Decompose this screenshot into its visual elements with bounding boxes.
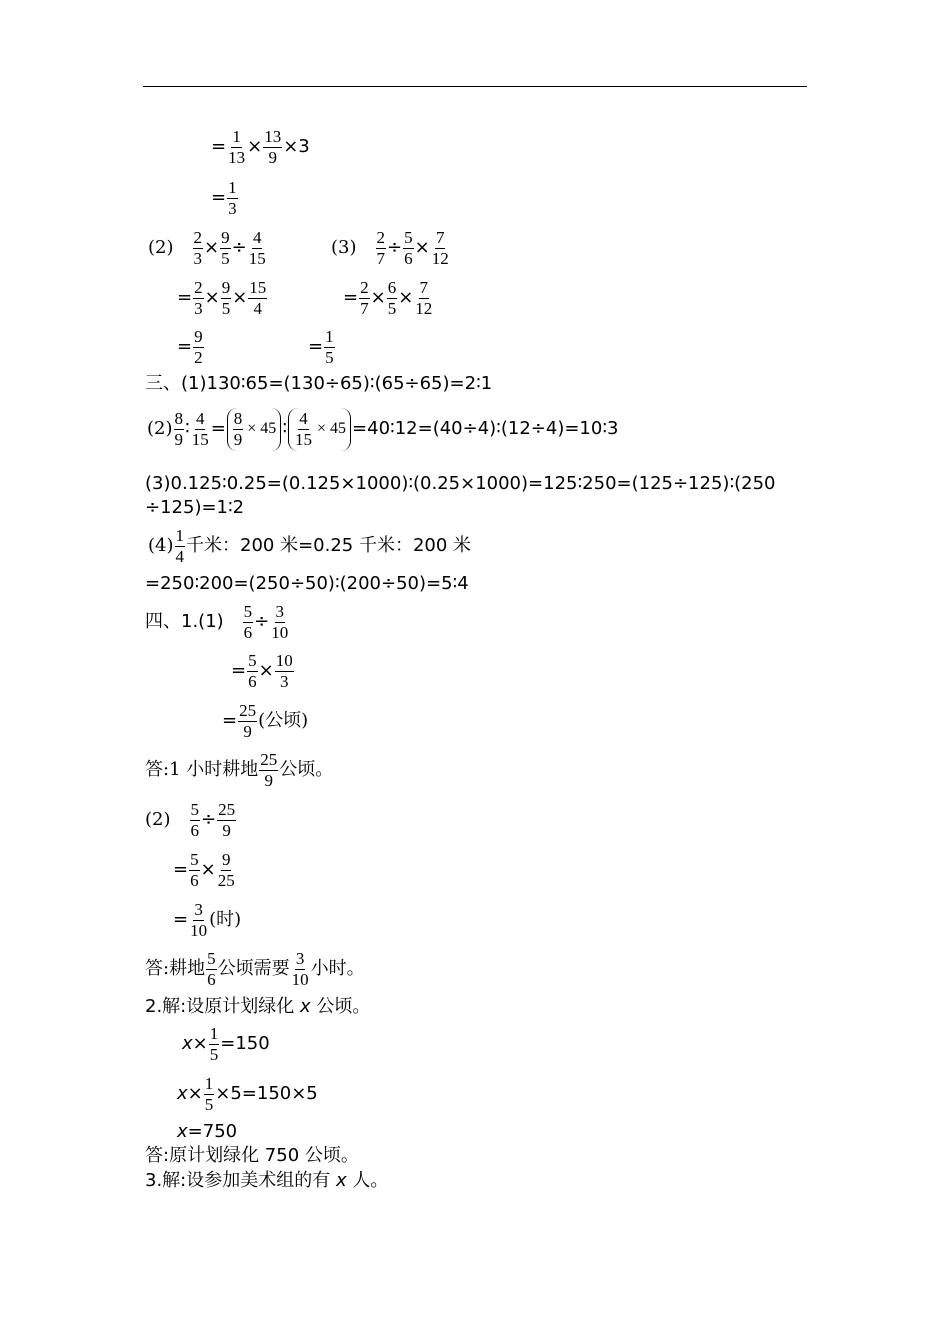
variable: x (177, 1083, 188, 1105)
fraction: $\frac{3}{10}$ (291, 949, 309, 989)
fraction: $\frac{5}{6}$ (248, 651, 257, 691)
equation-tail: ×5=150×5 (215, 1083, 318, 1105)
question-2-setup (145, 998, 370, 1016)
variable: x (335, 1170, 347, 1191)
question-3-setup (145, 1172, 388, 1190)
equals-sign: = (222, 710, 238, 732)
fraction: $\frac{25}{9}$ (218, 800, 236, 840)
variable: x (182, 1033, 193, 1055)
multiplier: × 45 (317, 420, 347, 438)
equals-sign: = (173, 859, 189, 881)
calc-line (211, 179, 239, 218)
item-label: (4) (148, 535, 174, 557)
operator: × (192, 1033, 208, 1055)
fraction: $\frac{2}{3}$ (194, 278, 203, 318)
fraction: $\frac{10}{3}$ (275, 651, 293, 691)
operator: × (414, 237, 430, 259)
equals-sign: = (211, 187, 227, 209)
section-3-line-4 (148, 527, 471, 566)
section-3-line-5: =250∶200=(250÷50)∶(200÷50)=5∶4 (145, 573, 469, 594)
item-label: (3) (331, 237, 357, 259)
operator: × (247, 136, 263, 158)
fraction: $\frac{7}{12}$ (431, 228, 449, 268)
equation-line (177, 1075, 318, 1114)
fraction: $\frac{1}{5}$ (204, 1074, 214, 1114)
fraction: $\frac{5}{6}$ (243, 602, 253, 642)
unit-label: (公顷) (258, 710, 309, 732)
setup-text: 人。 (346, 1170, 389, 1191)
operator: × (258, 660, 274, 682)
fraction: $\frac{25}{9}$ (239, 701, 257, 741)
answer-suffix: 小时。 (310, 958, 365, 980)
fraction: $\frac{2}{7}$ (360, 278, 369, 318)
calc-line (177, 279, 268, 318)
answer-line (145, 950, 365, 989)
fraction: $\frac{15}{4}$ (249, 278, 267, 318)
section-4-problem-1 (145, 603, 290, 642)
section-3-line-1: 三、(1)130∶65=(130÷65)∶(65÷65)=2∶1 (145, 373, 493, 394)
fraction: $\frac{5}{6}$ (404, 228, 413, 268)
section-3-line-3: (3)0.125∶0.25=(0.125×1000)∶(0.25×1000)=125∶250=(125÷125)∶(250 (145, 473, 776, 494)
operator: ÷ (387, 237, 403, 259)
operator: × (232, 287, 248, 309)
equals-sign: = (211, 136, 227, 158)
answer-line (145, 751, 333, 790)
fraction: $\frac{5}{6}$ (207, 949, 216, 989)
answer-middle: 公顷需要 (217, 958, 290, 980)
calc-line (222, 702, 308, 741)
equals-sign: = (177, 336, 193, 358)
operator: × (200, 859, 216, 881)
fraction: $\frac{9}{25}$ (217, 850, 235, 890)
equation-tail: =750 (187, 1121, 238, 1142)
fraction: $\frac{9}{5}$ (221, 278, 231, 318)
fraction: $\frac{4}{15}$ (248, 228, 266, 268)
calc-line (173, 851, 237, 890)
parenthesized-term (288, 408, 351, 451)
fraction: $\frac{4}{15}$ (295, 409, 312, 449)
equals-sign: = (231, 660, 247, 682)
equals-sign: = (308, 336, 324, 358)
fraction: $\frac{5}{6}$ (190, 800, 199, 840)
equation-line (182, 1025, 270, 1064)
parenthesized-term (227, 408, 282, 451)
operator-tail: ×3 (283, 136, 310, 158)
setup-text: 公顷。 (310, 996, 371, 1017)
operator: × (204, 237, 220, 259)
ratio-result: =40∶12=(40÷4)∶(12÷4)=10∶3 (352, 418, 619, 440)
operator: × (204, 287, 220, 309)
section-3-line-3-cont: ÷125)=1∶2 (145, 497, 245, 518)
fraction: $\frac{1}{5}$ (325, 327, 334, 367)
calc-line (231, 652, 295, 691)
setup-text: 2.解:设原计划绿化 (145, 996, 300, 1017)
section-3-line-2 (147, 408, 618, 451)
item-label: (2) (145, 809, 171, 831)
section-4-problem-2 (145, 801, 237, 840)
fraction: $\frac{5}{6}$ (190, 850, 199, 890)
fraction: $\frac{8}{9}$ (233, 409, 243, 449)
setup-text: 3.解:设参加美术组的有 (145, 1170, 336, 1191)
answer-prefix: 答:耕地 (145, 958, 206, 980)
item-label: (2) (147, 418, 173, 440)
answer-suffix: 公顷。 (279, 759, 334, 781)
problem-3-expression (331, 229, 451, 268)
calc-line (211, 128, 310, 167)
answer-line: 答:原计划绿化 750 公顷。 (145, 1145, 359, 1166)
answer-prefix: 答:1 小时耕地 (145, 759, 259, 781)
equals-sign: = (173, 909, 189, 931)
header-rule (143, 86, 807, 87)
fraction: $\frac{2}{3}$ (193, 228, 202, 268)
calc-line (343, 279, 434, 318)
fraction: $\frac{6}{5}$ (387, 278, 397, 318)
variable: x (177, 1121, 188, 1142)
fraction: $\frac{13}{9}$ (264, 127, 282, 167)
fraction: $\frac{1}{3}$ (228, 178, 237, 218)
problem-2-expression (148, 229, 268, 268)
operator: ÷ (254, 611, 270, 633)
multiplier: × 45 (247, 420, 277, 438)
ratio-colon: ∶ (185, 418, 190, 440)
fraction: $\frac{7}{12}$ (415, 278, 433, 318)
item-label: 四、1.(1) (145, 611, 224, 633)
calc-line (177, 328, 205, 367)
operator: ÷ (201, 809, 217, 831)
item-label: (2) (148, 237, 174, 259)
ratio-text: 千米：200 米=0.25 千米：200 米 (186, 535, 472, 557)
equals-sign: = (343, 287, 359, 309)
calc-line (308, 328, 336, 367)
fraction: $\frac{1}{4}$ (175, 526, 184, 566)
variable: x (299, 996, 311, 1017)
fraction: $\frac{3}{10}$ (190, 900, 208, 940)
equation-tail: =150 (220, 1033, 270, 1055)
fraction: $\frac{8}{9}$ (174, 409, 183, 449)
fraction: $\frac{1}{5}$ (209, 1024, 219, 1064)
fraction: $\frac{3}{10}$ (271, 602, 289, 642)
fraction: $\frac{1}{13}$ (228, 127, 246, 167)
fraction: $\frac{9}{5}$ (221, 228, 230, 268)
calc-line (173, 901, 241, 940)
operator: × (398, 287, 414, 309)
fraction: $\frac{2}{7}$ (376, 228, 385, 268)
fraction: $\frac{4}{15}$ (191, 409, 209, 449)
operator: × (187, 1083, 203, 1105)
operator: × (370, 287, 386, 309)
ratio-colon: ∶ (282, 418, 287, 440)
equals-sign: = (177, 287, 193, 309)
equation-line (177, 1123, 237, 1141)
unit-label: (时) (209, 909, 242, 931)
fraction: $\frac{9}{2}$ (194, 327, 203, 367)
equals-sign: = (210, 418, 226, 440)
fraction: $\frac{25}{9}$ (260, 750, 278, 790)
operator: ÷ (231, 237, 247, 259)
